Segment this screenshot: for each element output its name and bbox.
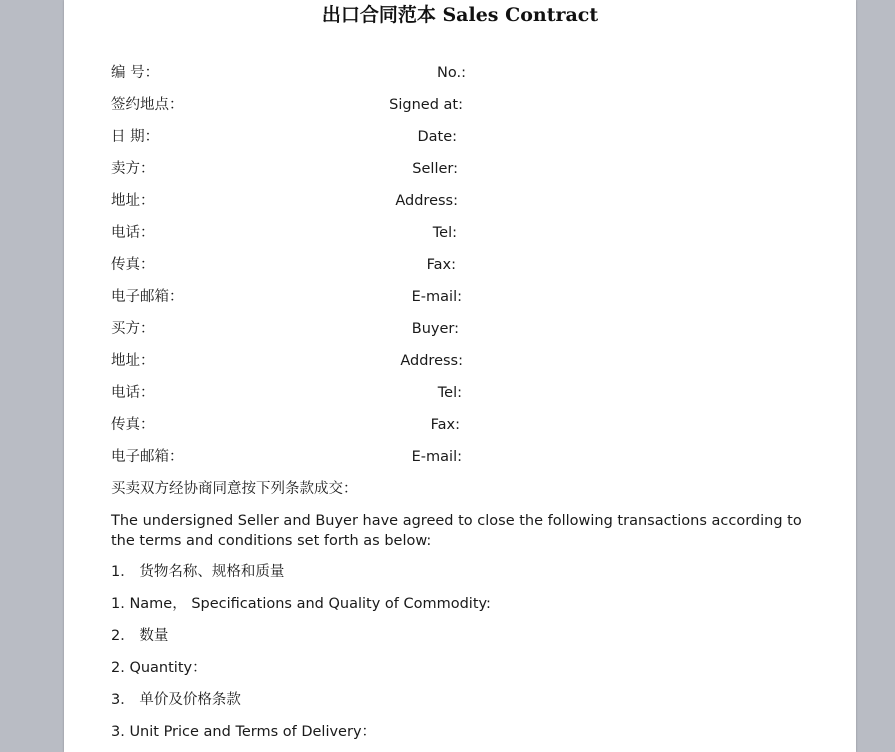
field-label-en: Signed at: [389, 97, 463, 113]
field-row-buyer-address [64, 349, 856, 373]
field-label-zh: 买方： [111, 321, 155, 337]
field-row-buyer [64, 317, 856, 341]
document-page [64, 0, 856, 752]
clause-3-zh: 3． 单价及价格条款 [111, 692, 241, 708]
field-label-en: Address: [400, 353, 463, 369]
field-row-no [64, 61, 856, 85]
field-label-en: Tel: [432, 225, 457, 241]
field-label-en: Tel: [437, 385, 462, 401]
field-label-en: Fax: [430, 417, 460, 433]
field-row-seller-email [64, 285, 856, 309]
field-row-date [64, 125, 856, 149]
field-label-en: Date: [417, 129, 457, 145]
field-label-zh: 卖方： [111, 161, 155, 177]
field-row-seller-address [64, 189, 856, 213]
field-label-zh: 传真： [111, 417, 155, 433]
clause-1-en: 1. Name， Specifications and Quality of Commodity: [111, 596, 491, 612]
clause-2-zh: 2． 数量 [111, 628, 169, 644]
field-label-zh: 编 号： [111, 65, 160, 81]
field-label-en: Seller: [412, 161, 458, 177]
field-label-zh: 地址： [111, 193, 155, 209]
clause-1-zh: 1． 货物名称、规格和质量 [111, 564, 285, 580]
field-row-buyer-tel [64, 381, 856, 405]
field-label-zh: 电子邮箱： [111, 449, 184, 465]
agreement-statement-en: The undersigned Seller and Buyer have agreed to close the following transactions according to the terms and conditions set forth as below: [111, 513, 802, 549]
field-row-buyer-fax [64, 413, 856, 437]
field-row-seller-tel [64, 221, 856, 245]
clause-3-en: 3. Unit Price and Terms of Delivery： [111, 724, 377, 740]
field-label-en: No.: [437, 65, 466, 81]
field-label-zh: 电话： [111, 225, 155, 241]
field-label-zh: 日 期： [111, 129, 160, 145]
field-label-en: E-mail: [411, 289, 462, 305]
document-title: 出口合同范本 Sales Contract [321, 4, 599, 26]
field-row-seller-fax [64, 253, 856, 277]
field-label-zh: 电话： [111, 385, 155, 401]
field-row-signed-at [64, 93, 856, 117]
agreement-statement-zh: 买卖双方经协商同意按下列条款成交： [111, 481, 358, 497]
field-label-zh: 电子邮箱： [111, 289, 184, 305]
field-label-en: Address: [395, 193, 458, 209]
field-label-zh: 地址： [111, 353, 155, 369]
field-row-buyer-email [64, 445, 856, 469]
clause-2-en: 2. Quantity： [111, 660, 207, 676]
field-label-en: E-mail: [411, 449, 462, 465]
field-label-en: Buyer: [411, 321, 459, 337]
field-label-zh: 签约地点： [111, 97, 184, 113]
field-row-seller [64, 157, 856, 181]
field-label-zh: 传真： [111, 257, 155, 273]
field-label-en: Fax: [426, 257, 456, 273]
